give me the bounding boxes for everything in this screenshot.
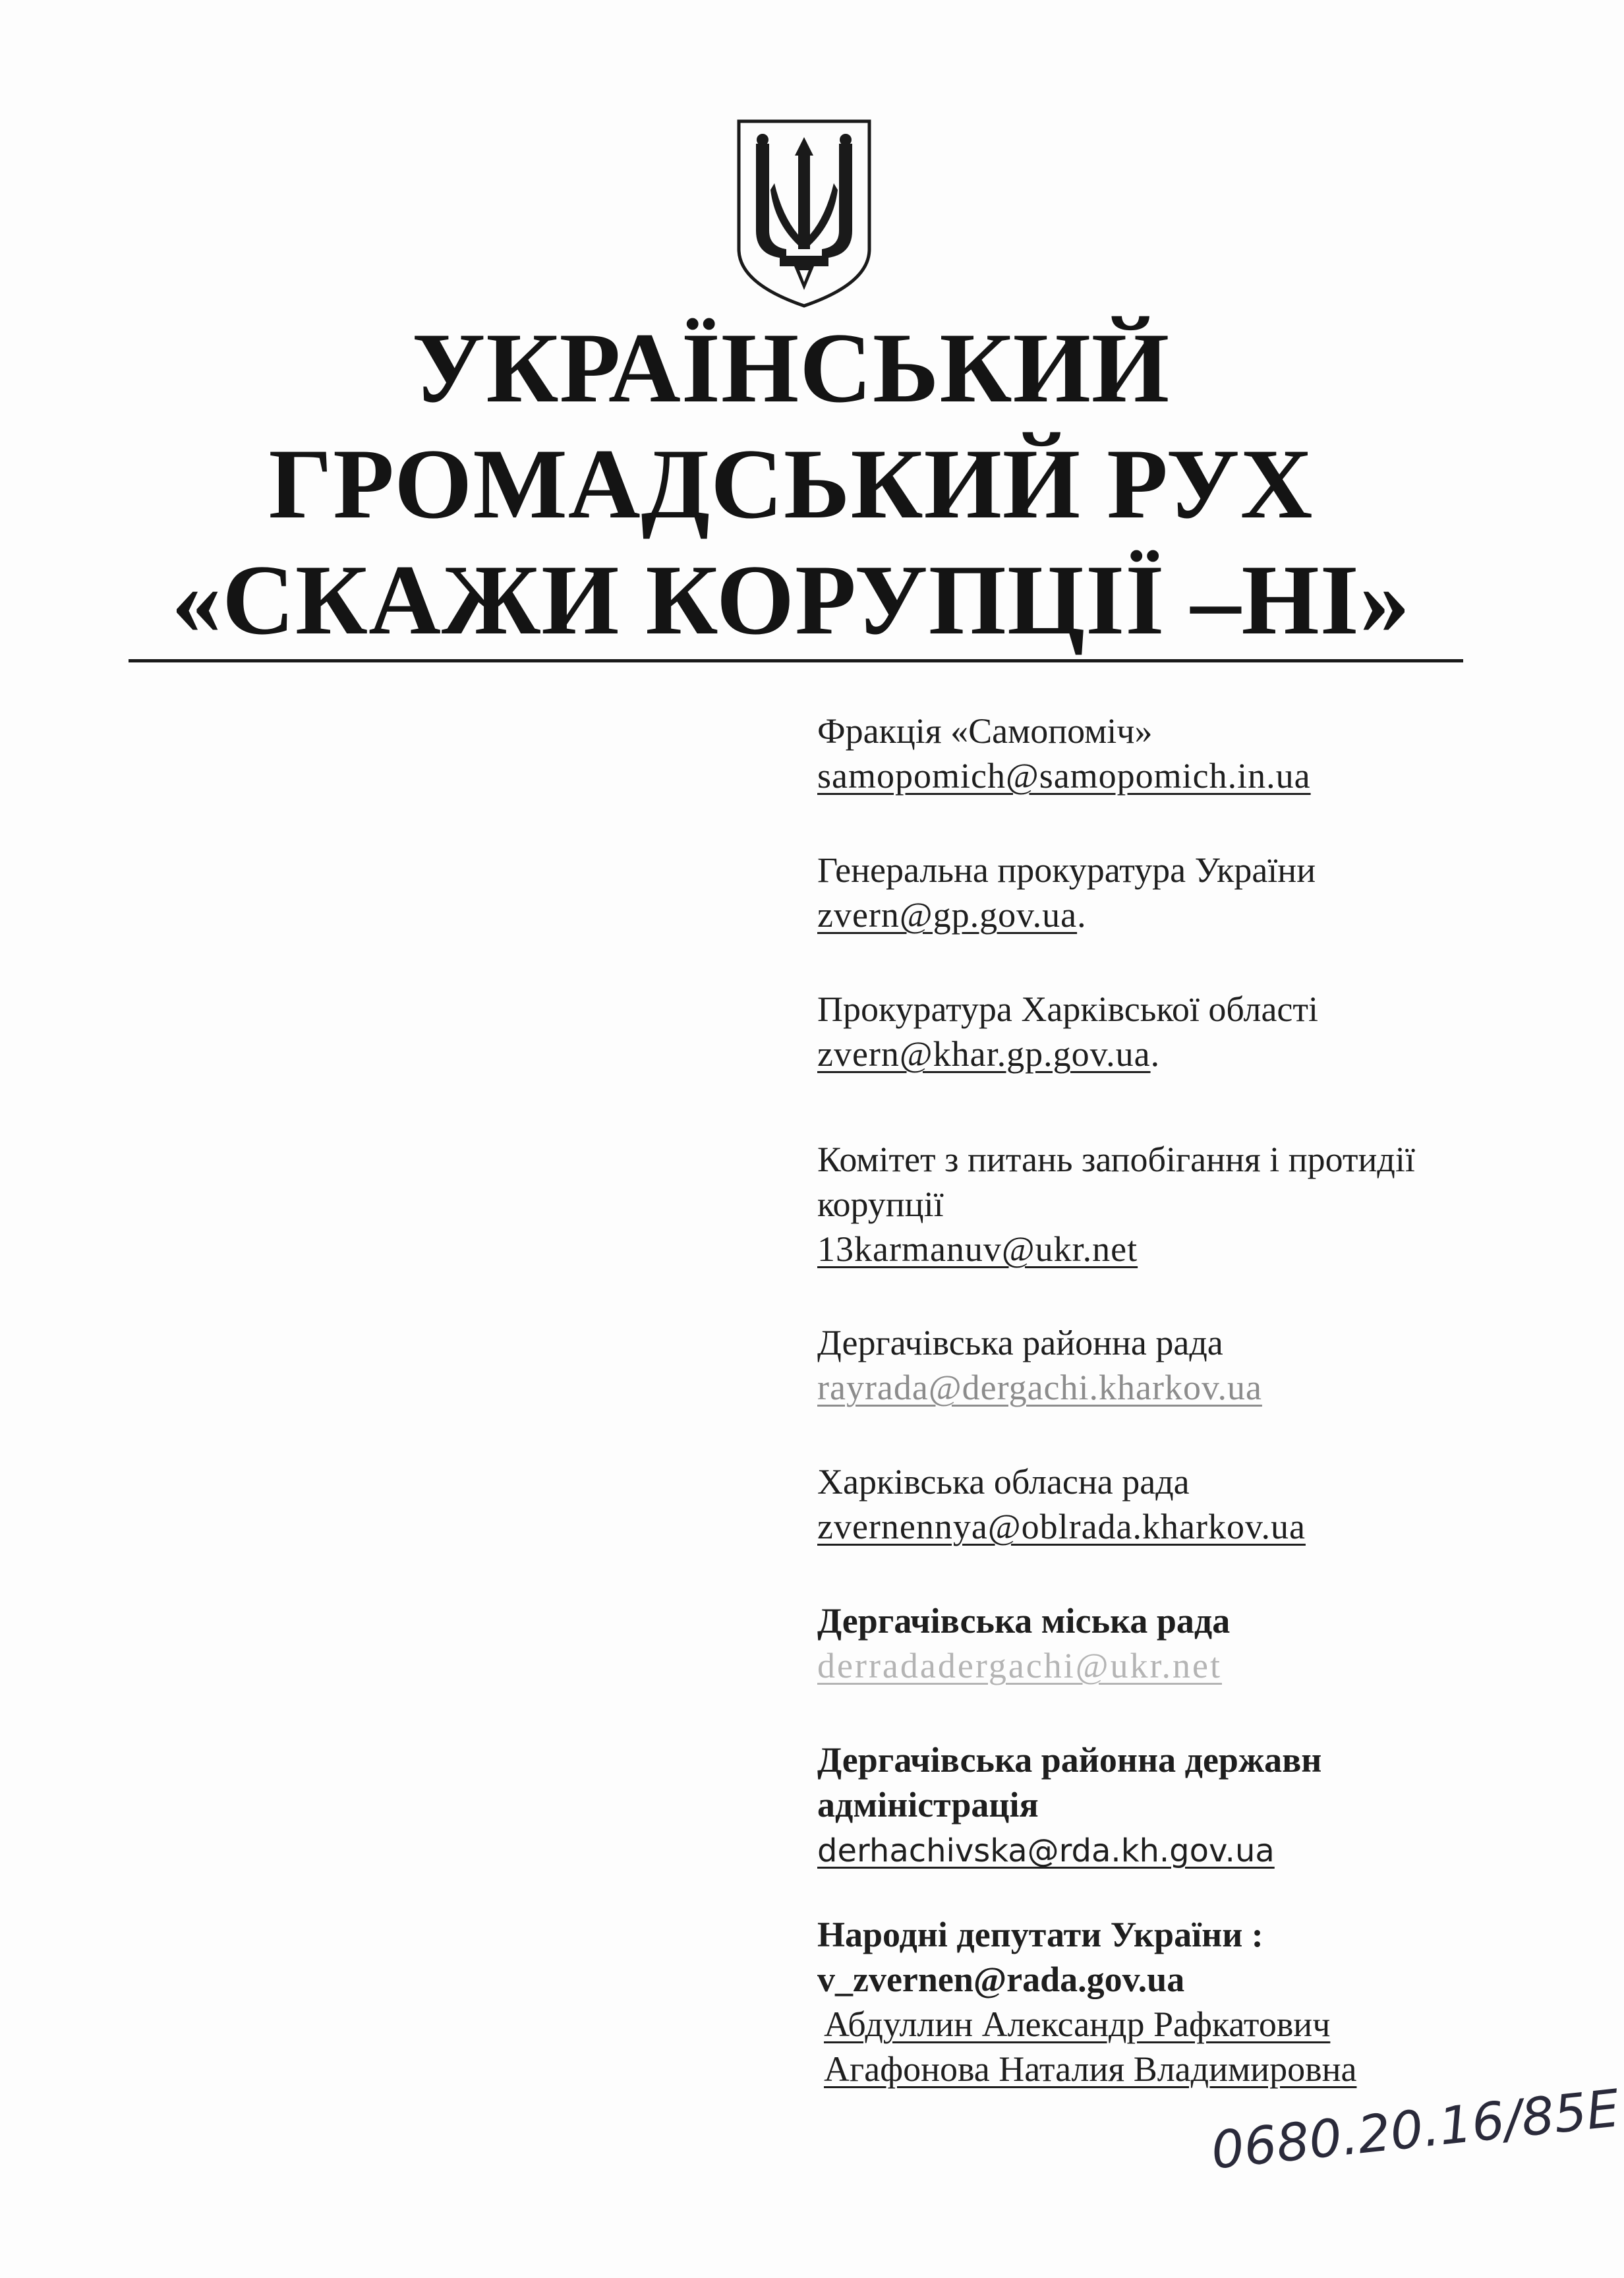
recipient-dergachi-district-council	[817, 1320, 1542, 1410]
recipient-email[interactable]: zvernennya@oblrada.kharkov.ua	[817, 1507, 1306, 1546]
recipient-name-line-2: адміністрація	[817, 1785, 1039, 1825]
recipient-name: Харківська обласна рада	[817, 1462, 1190, 1502]
recipient-name: Дергачівська районна рада	[817, 1323, 1223, 1362]
recipient-name: Прокуратура Харківської області	[817, 989, 1318, 1029]
deputy-name: Абдуллин Александр Рафкатович	[824, 2004, 1331, 2044]
handwritten-text: 0680.20.16/85Е	[1208, 2079, 1623, 2181]
recipient-email[interactable]: zvern@gp.gov.ua	[817, 895, 1078, 935]
recipient-samopomich	[817, 709, 1542, 798]
organization-title	[99, 310, 1483, 658]
recipient-dergachi-city-council	[817, 1598, 1542, 1688]
recipient-name-line-1: Комітет з питань запобігання і протидії	[817, 1140, 1415, 1179]
title-line-1: УКРАЇНСЬКИЙ	[411, 312, 1171, 423]
recipient-email[interactable]: derhachivska@rda.kh.gov.ua	[817, 1832, 1275, 1869]
title-line-2: ГРОМАДСЬКИЙ РУХ	[268, 428, 1314, 539]
recipient-peoples-deputies	[817, 1912, 1542, 2091]
recipient-kharkiv-prosecutor	[817, 987, 1542, 1076]
recipient-dergachi-state-administration	[817, 1738, 1542, 1873]
recipient-kharkiv-regional-council	[817, 1459, 1542, 1549]
trident-coat-of-arms-icon	[734, 117, 875, 310]
deputy-name: Агафонова Наталия Владимировна	[824, 2049, 1357, 2089]
handwritten-registration-number	[1206, 2076, 1623, 2208]
email-trailing-dot: .	[1077, 895, 1086, 935]
recipient-email[interactable]: 13karmanuv@ukr.net	[817, 1229, 1138, 1269]
recipient-general-prosecutor	[817, 848, 1542, 937]
recipient-name-line-2: корупції	[817, 1184, 944, 1224]
recipient-name: Генеральна прокуратура України	[817, 850, 1316, 890]
email-trailing-dot: .	[1150, 1034, 1160, 1074]
recipient-email[interactable]: samopomich@samopomich.in.ua	[817, 756, 1311, 796]
title-line-3: «СКАЖИ КОРУПЦІЇ –НІ»	[171, 544, 1410, 655]
recipient-email-plain: v_zvernen@rada.gov.ua	[817, 1960, 1185, 1999]
recipient-name: Дергачівська міська рада	[817, 1601, 1231, 1641]
recipient-email[interactable]: rayrada@dergachi.kharkov.ua	[817, 1368, 1262, 1407]
recipient-name: Народні депутати України :	[817, 1915, 1263, 1954]
recipient-name: Фракція «Самопоміч»	[817, 711, 1153, 751]
recipient-email[interactable]: derradadergachi@ukr.net	[817, 1646, 1222, 1685]
recipient-email[interactable]: zvern@khar.gp.gov.ua	[817, 1034, 1151, 1074]
recipient-name-line-1: Дергачівська районна державн	[817, 1740, 1322, 1780]
title-divider	[129, 659, 1463, 662]
recipient-anticorruption-committee	[817, 1137, 1542, 1271]
